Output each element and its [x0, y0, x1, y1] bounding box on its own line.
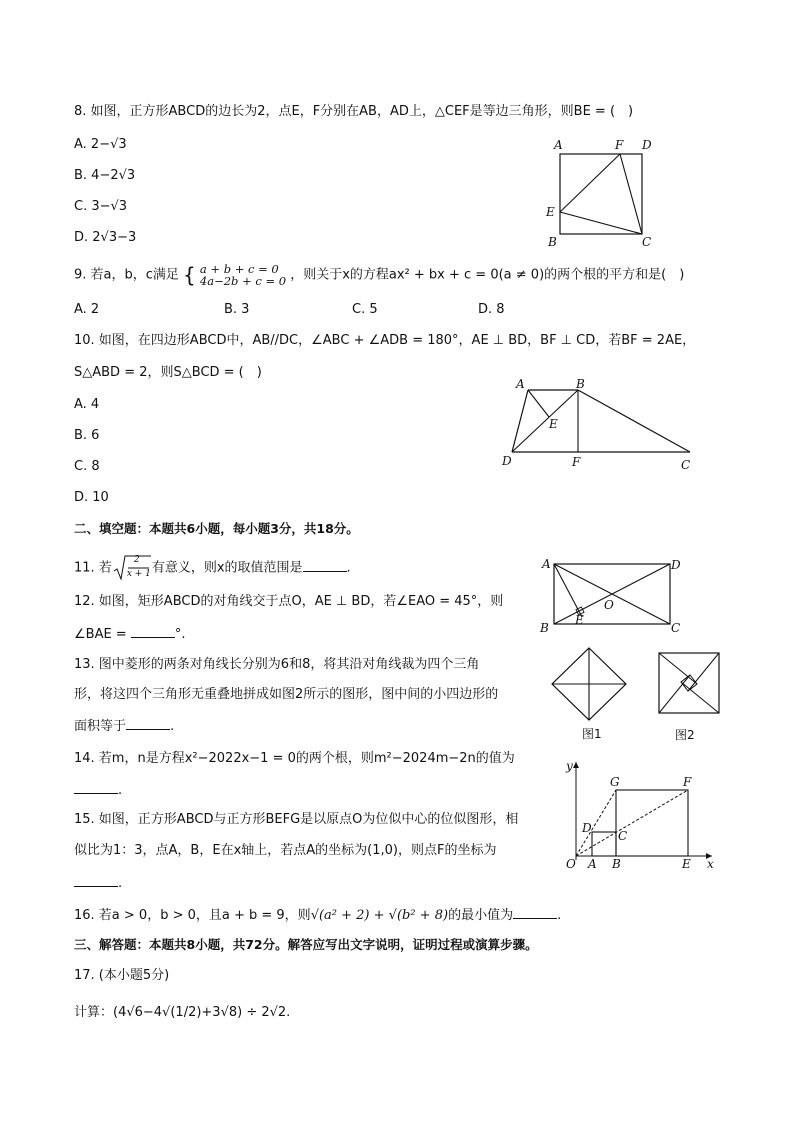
q9-option-c: C. 5 — [352, 302, 378, 317]
q9-sys-1: a + b + c = 0 — [199, 262, 279, 276]
q10-option-a: A. 4 — [74, 397, 100, 412]
q8-label-d: D — [642, 138, 652, 152]
q10-label-f: F — [572, 455, 581, 469]
q14-line-1: 14. 若m，n是方程x²−2022x−1 = 0的两个根，则m²−2024m−2n的值为 — [74, 751, 515, 766]
q10-option-d: D. 10 — [74, 490, 109, 505]
q16-stem-a: 16. 若a > 0，b > 0，且a + b = 9，则 — [74, 908, 311, 923]
q8-label-f: F — [615, 138, 624, 152]
q9-sys-2: 4a−2b + c = 0 — [199, 274, 287, 288]
q15-label-d: D — [582, 821, 592, 835]
q10-label-d: D — [502, 454, 512, 468]
q11-stem-b: 有意义，则x的取值范围是 — [151, 560, 303, 576]
q13-line-3 — [74, 716, 174, 736]
q12-line-1: 12. 如图，矩形ABCD的对角线交于点O，AE ⊥ BD，若∠EAO = 45°，则 — [74, 594, 504, 609]
q11-stem-c: . — [346, 560, 351, 576]
section-3-heading: 三、解答题：本题共8小题，共72分。解答应写出文字说明，证明过程或演算步骤。 — [74, 937, 538, 952]
q12-line-2b: °. — [174, 627, 186, 642]
q12-label-d: D — [671, 558, 681, 572]
q16-expression: √(a² + 2) + √(b² + 8) — [310, 908, 449, 923]
q9-stem-a: 9. 若a，b，c满足 — [74, 267, 179, 283]
q14-line-2 — [74, 780, 122, 800]
q11-answer-blank[interactable] — [303, 558, 347, 572]
q17-title: 17. (本小题5分) — [74, 968, 170, 983]
q8-option-b: B. 4−2√3 — [74, 168, 136, 183]
q8-stem: 8. 如图，正方形ABCD的边长为2，点E，F分别在AB，AD上，△CEF是等边三角形，则BE = ( ) — [74, 104, 634, 119]
q13-line-1: 13. 图中菱形的两条对角线长分别为6和8，将其沿对角线裁为四个三角 — [74, 657, 480, 672]
q13-answer-blank[interactable] — [126, 716, 170, 730]
q12-answer-blank[interactable] — [131, 624, 175, 638]
q15-figure-homothety — [562, 756, 720, 872]
q12-label-c: C — [671, 621, 681, 635]
q8-label-a: A — [554, 138, 563, 152]
q8-option-a: A. 2−√3 — [74, 137, 127, 152]
q15-line-1: 15. 如图，正方形ABCD与正方形BEFG是以原点O为位似中心的位似图形，相 — [74, 812, 519, 827]
q15-label-e: E — [682, 857, 691, 871]
q8-figure-square — [540, 134, 660, 250]
q12-label-b: B — [540, 621, 549, 635]
q15-label-g: G — [610, 775, 620, 789]
q9-option-a: A. 2 — [74, 302, 100, 317]
q9-stem — [74, 263, 684, 287]
q13-figure-1-rhombus — [548, 646, 632, 742]
q8-option-c: C. 3−√3 — [74, 199, 128, 214]
q13-line-3b: . — [170, 719, 175, 734]
q12-figure-rectangle — [534, 554, 694, 638]
q15-label-c: C — [618, 829, 628, 843]
section-2-heading: 二、填空题：本题共6小题，每小题3分，共18分。 — [74, 521, 359, 536]
q8-option-d: D. 2√3−3 — [74, 230, 137, 245]
q15-label-x: x — [707, 857, 714, 871]
q8-label-c: C — [642, 235, 652, 249]
q10-figure-quadrilateral — [496, 372, 702, 476]
q10-label-b: B — [576, 377, 585, 391]
q11-denominator: x + 1 — [126, 569, 151, 579]
q10-stem-2: S△ABD = 2，则S△BCD = ( ) — [74, 365, 262, 380]
q14-answer-blank[interactable] — [74, 780, 118, 794]
q9-brace: { — [183, 263, 196, 287]
q10-label-a: A — [516, 377, 525, 391]
q13-line-2: 形，将这四个三角形无重叠地拼成如图2所示的图形，图中间的小四边形的 — [74, 687, 499, 702]
q15-answer-blank[interactable] — [74, 873, 118, 887]
q15-label-a: A — [588, 857, 597, 871]
q10-label-e: E — [549, 417, 558, 431]
q9-option-d: D. 8 — [478, 302, 505, 317]
q11-radical — [113, 555, 151, 581]
q12-line-2a: ∠BAE = — [74, 627, 131, 642]
q15-label-f: F — [683, 775, 692, 789]
q15-line-2: 似比为1：3，点A，B，E在x轴上，若点A的坐标为(1,0)，则点F的坐标为 — [74, 843, 497, 858]
q15-label-b: B — [612, 857, 621, 871]
q9-stem-b: ，则关于x的方程ax² + bx + c = 0(a ≠ 0)的两个根的平方和是( ) — [290, 267, 685, 283]
q10-option-b: B. 6 — [74, 428, 100, 443]
q13-figure-2-square — [656, 650, 724, 742]
q15-label-o: O — [566, 857, 576, 871]
q15-line-3 — [74, 873, 122, 893]
q13-caption-1: 图1 — [582, 727, 602, 741]
q15-label-y: y — [566, 759, 573, 773]
q8-label-e: E — [546, 205, 555, 219]
q16-stem — [74, 905, 561, 925]
q9-option-b: B. 3 — [224, 302, 250, 317]
q11-numerator: 2 — [133, 555, 140, 565]
q10-option-c: C. 8 — [74, 459, 100, 474]
q12-label-o: O — [604, 598, 614, 612]
q10-label-c: C — [681, 458, 691, 472]
q17-expression: 计算：(4√6−4√(1/2)+3√8) ÷ 2√2. — [74, 1005, 291, 1020]
q11-stem — [74, 555, 351, 581]
q8-label-b: B — [548, 235, 557, 249]
q12-label-a: A — [542, 557, 551, 571]
q16-answer-blank[interactable] — [513, 905, 557, 919]
q16-stem-d: . — [557, 908, 562, 923]
q16-stem-c: 的最小值为 — [448, 908, 514, 923]
q14-line-2-end: . — [118, 783, 123, 798]
q15-line-3-end: . — [118, 876, 123, 891]
q13-caption-2: 图2 — [675, 728, 695, 742]
q12-label-e: E — [575, 613, 584, 627]
q13-line-3a: 面积等于 — [74, 719, 127, 734]
q10-stem-1: 10. 如图，在四边形ABCD中，AB//DC，∠ABC + ∠ADB = 180°，AE ⊥ BD，BF ⊥ CD，若BF = 2AE， — [74, 333, 696, 348]
q11-stem-a: 11. 若 — [74, 560, 112, 576]
q12-line-2 — [74, 624, 185, 644]
